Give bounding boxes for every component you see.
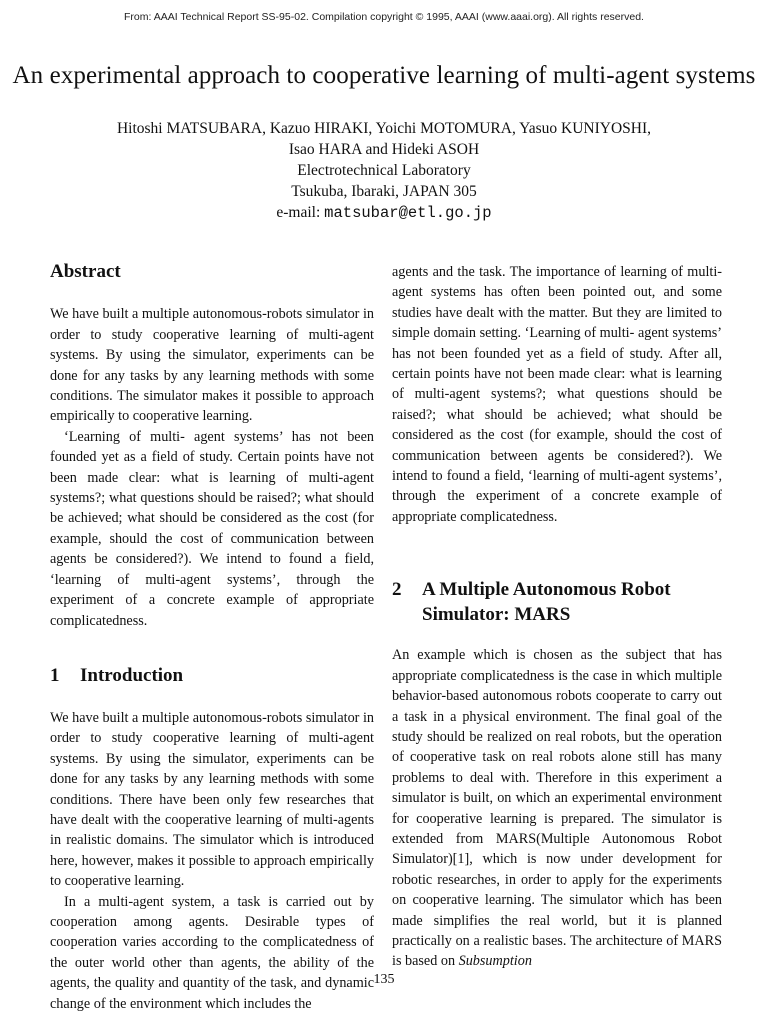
intro-paragraph-1: We have built a multiple autonomous-robots simulator in order to study cooperative learning of multi-agent systems. By using the simulator, experiments can be done for any tasks by any learning methods with some conditions. There have been only few researches that have dealt with the cooperative learning of multi-agents in realistic domains. The simulator which is introduced here, however, makes it possible to approach empirically to cooperative learning. bbox=[50, 709, 374, 890]
section-2-number: 2 bbox=[392, 579, 402, 601]
email-address: matsubar@etl.go.jp bbox=[324, 204, 492, 222]
section-2-title-line-2: Simulator: MARS bbox=[422, 604, 571, 626]
abstract-paragraph-2: ‘Learning of multi- agent systems’ has not been founded yet as a field of study. Certain points have not been made clear: what is learning of multi-agent systems?; what questions should be raised?; what should be achieved; what should be considered as the cost (for example, should the cost of communication between agents be considered?). We intend to found a field, ‘learning of multi-agent systems’, through the experiment of a concrete example of appropriate complicatedness. bbox=[50, 428, 374, 629]
author-names-line-2: Isao HARA and Hideki ASOH bbox=[288, 141, 480, 158]
intro-paragraph-2-continued: agents and the task. The importance of learning of multi-agent systems has often been pointed out, and some studies have dealt with the matter. But they are limited to simple domain setting. ‘Learning of multi- agent systems’ has not been founded yet as a field of study. After all, certain points have not been made clear: what is learning of multi-agent systems?; what questions should be raised?; what should be achieved; what should be considered as the cost (for example, should the cost of communication between agents be considered?). We intend to found a field, ‘learning of multi-agent systems’, through the experiment of a concrete example of appropriate complicatedness. bbox=[392, 264, 722, 525]
email-label: e-mail: bbox=[276, 204, 321, 221]
author-block bbox=[0, 118, 768, 224]
section-2-heading bbox=[392, 577, 722, 627]
left-column bbox=[50, 262, 374, 1014]
mars-paragraph-1-text: An example which is chosen as the subject that has appropriate complicatedness is the case in which multiple behavior-based autonomous robots cooperate to carry out a task in a physical environment. The final goal of the study should be realized on real robots, but the operation of cooperative task on real robots alone still has many problems to deal with. Therefore in this experiment a simulator is built, on which an experimental environment for cooperative learning is prepared. The simulator is extended from MARS(Multiple Autonomous Robot Simulator)[1], which is now under development for robotic researches, in order to apply for the experiments on cooperative learning. The simulator which has been made simplifies the real world, but it is planned practically on a realistic bases. The architecture of MARS is based on bbox=[392, 647, 722, 970]
section-1-title: Introduction bbox=[80, 664, 184, 686]
abstract-heading: Abstract bbox=[50, 261, 121, 282]
author-names-line-1: Hitoshi MATSUBARA, Kazuo HIRAKI, Yoichi MOTOMURA, Yasuo KUNIYOSHI, bbox=[116, 120, 652, 137]
paper-title: An experimental approach to cooperative learning of multi-agent systems bbox=[12, 62, 756, 89]
address: Tsukuba, Ibaraki, JAPAN 305 bbox=[291, 183, 477, 200]
right-column bbox=[392, 262, 722, 972]
copyright-notice: From: AAAI Technical Report SS-95-02. Compilation copyright © 1995, AAAI (www.aaai.org). All rights reserved. bbox=[124, 11, 644, 23]
page-number: 135 bbox=[373, 972, 395, 987]
affiliation: Electrotechnical Laboratory bbox=[297, 162, 471, 179]
section-1-number: 1 bbox=[50, 664, 60, 686]
abstract-paragraph-1: We have built a multiple autonomous-robots simulator in order to study cooperative learning of multi-agent systems. By using the simulator, experiments can be done for any tasks by any learning methods with some conditions. The simulator makes it possible to approach empirically to cooperative learning. bbox=[50, 306, 374, 425]
section-2-title bbox=[422, 577, 671, 627]
mars-paragraph-1 bbox=[392, 645, 722, 972]
section-2-title-line-1: A Multiple Autonomous Robot bbox=[422, 579, 671, 601]
mars-paragraph-1-italic: Subsumption bbox=[458, 953, 532, 970]
section-1-heading bbox=[50, 663, 374, 688]
intro-paragraph-2: In a multi-agent system, a task is carried out by cooperation among agents. Desirable types of cooperation varies according to the complicatedness of the outer world other than agents, the ability of the agents, the quality and quantity of the task, and dynamic change of the environment which includes the bbox=[50, 893, 374, 1012]
email-line bbox=[0, 202, 768, 224]
